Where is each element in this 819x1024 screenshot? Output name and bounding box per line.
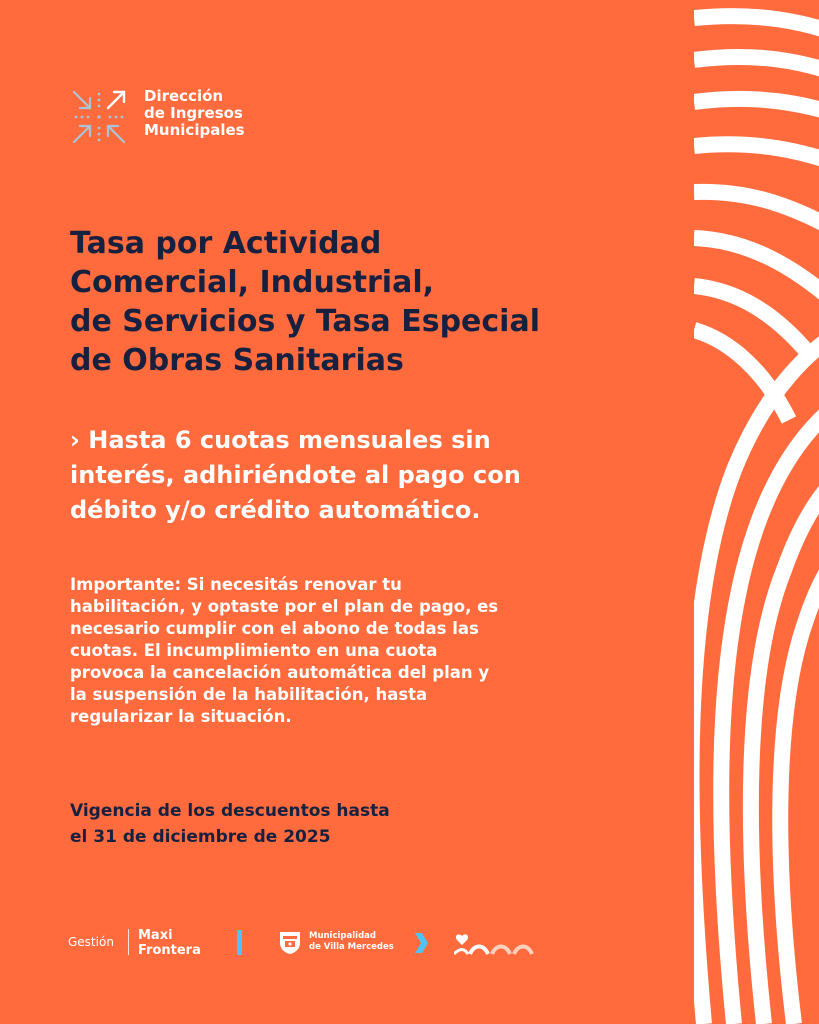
logo-text xyxy=(144,88,245,139)
municipalidad-logo xyxy=(309,931,394,953)
highlight-line-3: débito y/o crédito automático. xyxy=(70,496,481,524)
important-line-5: provoca la cancelación automática del plan y xyxy=(70,663,490,682)
highlight-line-2: interés, adhiriéndote al pago con xyxy=(70,461,521,489)
validity-notice xyxy=(70,798,570,850)
important-line-6: la suspensión de la habilitación, hasta xyxy=(70,685,428,704)
installments-highlight xyxy=(70,423,630,528)
footer-logos xyxy=(68,926,568,960)
title-line-2: Comercial, Industrial, xyxy=(70,265,435,300)
maxi-line-1: Maxi xyxy=(138,928,173,943)
blue-bar-mark xyxy=(237,930,242,955)
title-line-3: de Servicios y Tasa Especial xyxy=(70,304,540,339)
maxi-frontera-logo xyxy=(138,928,201,958)
logo-line-1: Dirección xyxy=(144,87,224,105)
title-line-4: de Obras Sanitarias xyxy=(70,343,404,378)
footer-divider xyxy=(128,929,129,955)
arrows-grid-icon xyxy=(70,88,128,146)
vigencia-line-2: el 31 de diciembre de 2025 xyxy=(70,827,331,847)
important-line-2: habilitación, y optaste por el plan de pago, es xyxy=(70,597,499,616)
vigencia-line-1: Vigencia de los descuentos hasta xyxy=(70,801,390,821)
important-line-3: necesario cumplir con el abono de todas las xyxy=(70,619,479,638)
chevron-right-icon xyxy=(412,931,430,955)
gestion-label: Gestión xyxy=(68,935,114,949)
muni-line-2: de Villa Mercedes xyxy=(309,942,394,952)
page-title xyxy=(70,224,630,380)
important-line-1: Importante: Si necesitás renovar tu xyxy=(70,575,402,594)
important-notice xyxy=(70,574,650,728)
highlight-line-1: › Hasta 6 cuotas mensuales sin xyxy=(70,426,491,454)
fingerprint-stripes xyxy=(694,0,819,1024)
title-line-1: Tasa por Actividad xyxy=(70,226,382,261)
maxi-line-2: Frontera xyxy=(138,943,201,958)
muni-line-1: Municipalidad xyxy=(309,931,376,941)
important-line-4: cuotas. El incumplimiento en una cuota xyxy=(70,641,438,660)
logo xyxy=(70,88,245,146)
logo-line-2: de Ingresos xyxy=(144,104,243,122)
municipal-seal-icon xyxy=(277,929,303,955)
logo-line-3: Municipales xyxy=(144,121,245,139)
heart-waves-brand-icon xyxy=(454,930,550,958)
important-line-7: regularizar la situación. xyxy=(70,707,292,726)
